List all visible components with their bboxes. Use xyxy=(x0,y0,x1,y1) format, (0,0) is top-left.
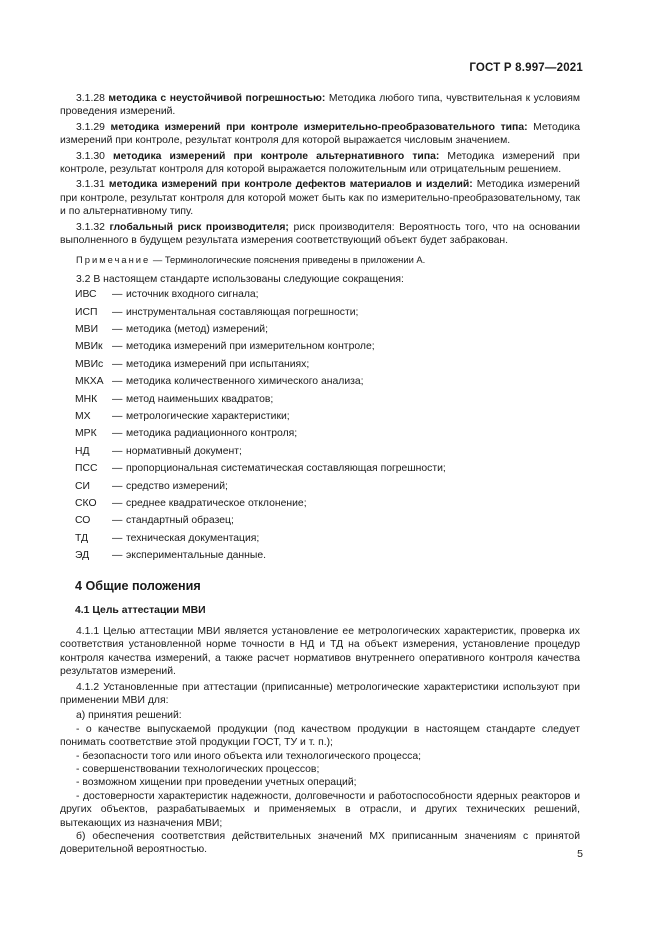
definition-3-1-29: 3.1.29 методика измерений при контроле измерительно-преобразовательного типа: Методика измерений при контроле, результат контроля для которой выражается числовым значением. xyxy=(60,121,580,147)
abbreviation-row: МНК — метод наименьших квадратов; xyxy=(75,393,274,405)
definition-3-1-32: 3.1.32 глобальный риск производителя; риск производителя: Вероятность того, что на основании выполненного в будущем результата измерения соответствующий объект будет забракован. xyxy=(60,221,580,247)
page-content xyxy=(60,92,580,857)
paragraph-4-1-2: 4.1.2 Установленные при аттестации (приписанные) метрологические характеристики используют при применении МВИ для: xyxy=(60,681,580,706)
page-number: 5 xyxy=(577,848,583,860)
note-label: Примечание xyxy=(76,254,151,266)
definition-3-1-30: 3.1.30 методика измерений при контроле альтернативного типа: Методика измерений при контроле, результат контроля для которой выражается положительным или отрицательным решением. xyxy=(60,150,580,176)
list-item: - о качестве выпускаемой продукции (под качеством продукции в настоящем стандарте следует понимать соответствие этой продукции ГОСТ, ТУ и т. п.); xyxy=(60,723,580,749)
section-title: 4 Общие положения xyxy=(75,578,201,593)
abbreviation-row: ТД — техническая документация; xyxy=(75,532,260,544)
definition-3-1-31: 3.1.31 методика измерений при контроле дефектов материалов и изделий: Методика измерений при контроле, результат контроля для которой может быть как по измерительно-преобразовательному, так и по альтернативному типу. xyxy=(60,179,580,218)
abbreviation-row: МВИс — методика измерений при испытаниях; xyxy=(75,358,310,370)
abbreviation-row: МРК — методика радиационного контроля; xyxy=(75,428,298,440)
abbreviation-row: МВИк — методика измерений при измерительном контроле; xyxy=(75,341,375,353)
document-header xyxy=(469,62,583,74)
list-item-a: а) принятия решений: xyxy=(76,710,182,722)
abbreviations-list xyxy=(75,288,446,566)
definition-term: методика измерений при контроле дефектов материалов и изделий: xyxy=(108,179,473,191)
standard-code: ГОСТ Р 8.997—2021 xyxy=(469,62,583,74)
list-item: - достоверности характеристик надежности, долговечности и работоспособности ядерных реакторов и других объектов, разрабатываемых и применяемых в отрасли, и других технических решений, вытекающих из назначения МВИ; xyxy=(60,790,580,829)
note xyxy=(60,253,580,266)
abbreviation-row: ПСС — пропорциональная систематическая составляющая погрешности; xyxy=(75,463,446,475)
abbreviation-row: СКО — среднее квадратическое отклонение; xyxy=(75,497,307,509)
list-item: - совершенствовании технологических процессов; xyxy=(76,764,320,775)
paragraph-4-1-1: 4.1.1 Целью аттестации МВИ является установление ее метрологических характеристик, проверка их соответствия установленной норме точности в НД и ТД на объект измерения, установление процедур контроля качества измерений, а также расчет нормативов внутреннего оперативного контроля качества результатов измерений. xyxy=(60,625,580,678)
abbreviation-row: СИ — средство измерений; xyxy=(75,480,228,492)
definition-term: методика измерений при контроле альтернативного типа: xyxy=(112,150,440,162)
definition-term: глобальный риск производителя; xyxy=(109,221,289,233)
abbreviation-row: ИВС — источник входного сигнала; xyxy=(75,289,259,301)
note-text: — Терминологические пояснения приведены в приложении А. xyxy=(150,254,426,266)
subsection-title: 4.1 Цель аттестации МВИ xyxy=(75,604,206,616)
list-item-b: б) обеспечения соответствия действительных значений МХ приписанным значениям с принятой доверительной вероятностью. xyxy=(60,831,580,856)
abbreviations-intro: 3.2 В настоящем стандарте использованы следующие сокращения: xyxy=(76,273,404,285)
abbreviation-row: СО — стандартный образец; xyxy=(75,515,234,527)
abbreviation-row: ИСП — инструментальная составляющая погрешности; xyxy=(75,306,359,318)
abbreviation-row: НД — нормативный документ; xyxy=(75,445,242,457)
definition-term: методика измерений при контроле измерительно-преобразовательного типа: xyxy=(110,121,528,133)
list-item: - возможном хищении при проведении учетных операций; xyxy=(76,777,357,789)
list-item: - безопасности того или иного объекта или технологического процесса; xyxy=(76,750,421,762)
definition-term: методика с неустойчивой погрешностью: xyxy=(108,93,326,104)
abbreviation-row: МВИ — методика (метод) измерений; xyxy=(75,324,268,336)
abbreviation-row: МХ — метрологические характеристики; xyxy=(75,411,290,423)
abbreviation-row: ЭД — экспериментальные данные. xyxy=(75,550,267,562)
abbreviation-row: МКХА — методика количественного химического анализа; xyxy=(75,376,364,388)
definition-3-1-28: 3.1.28 методика с неустойчивой погрешностью: Методика любого типа, чувствительная к условиям проведения измерений. xyxy=(60,93,581,118)
